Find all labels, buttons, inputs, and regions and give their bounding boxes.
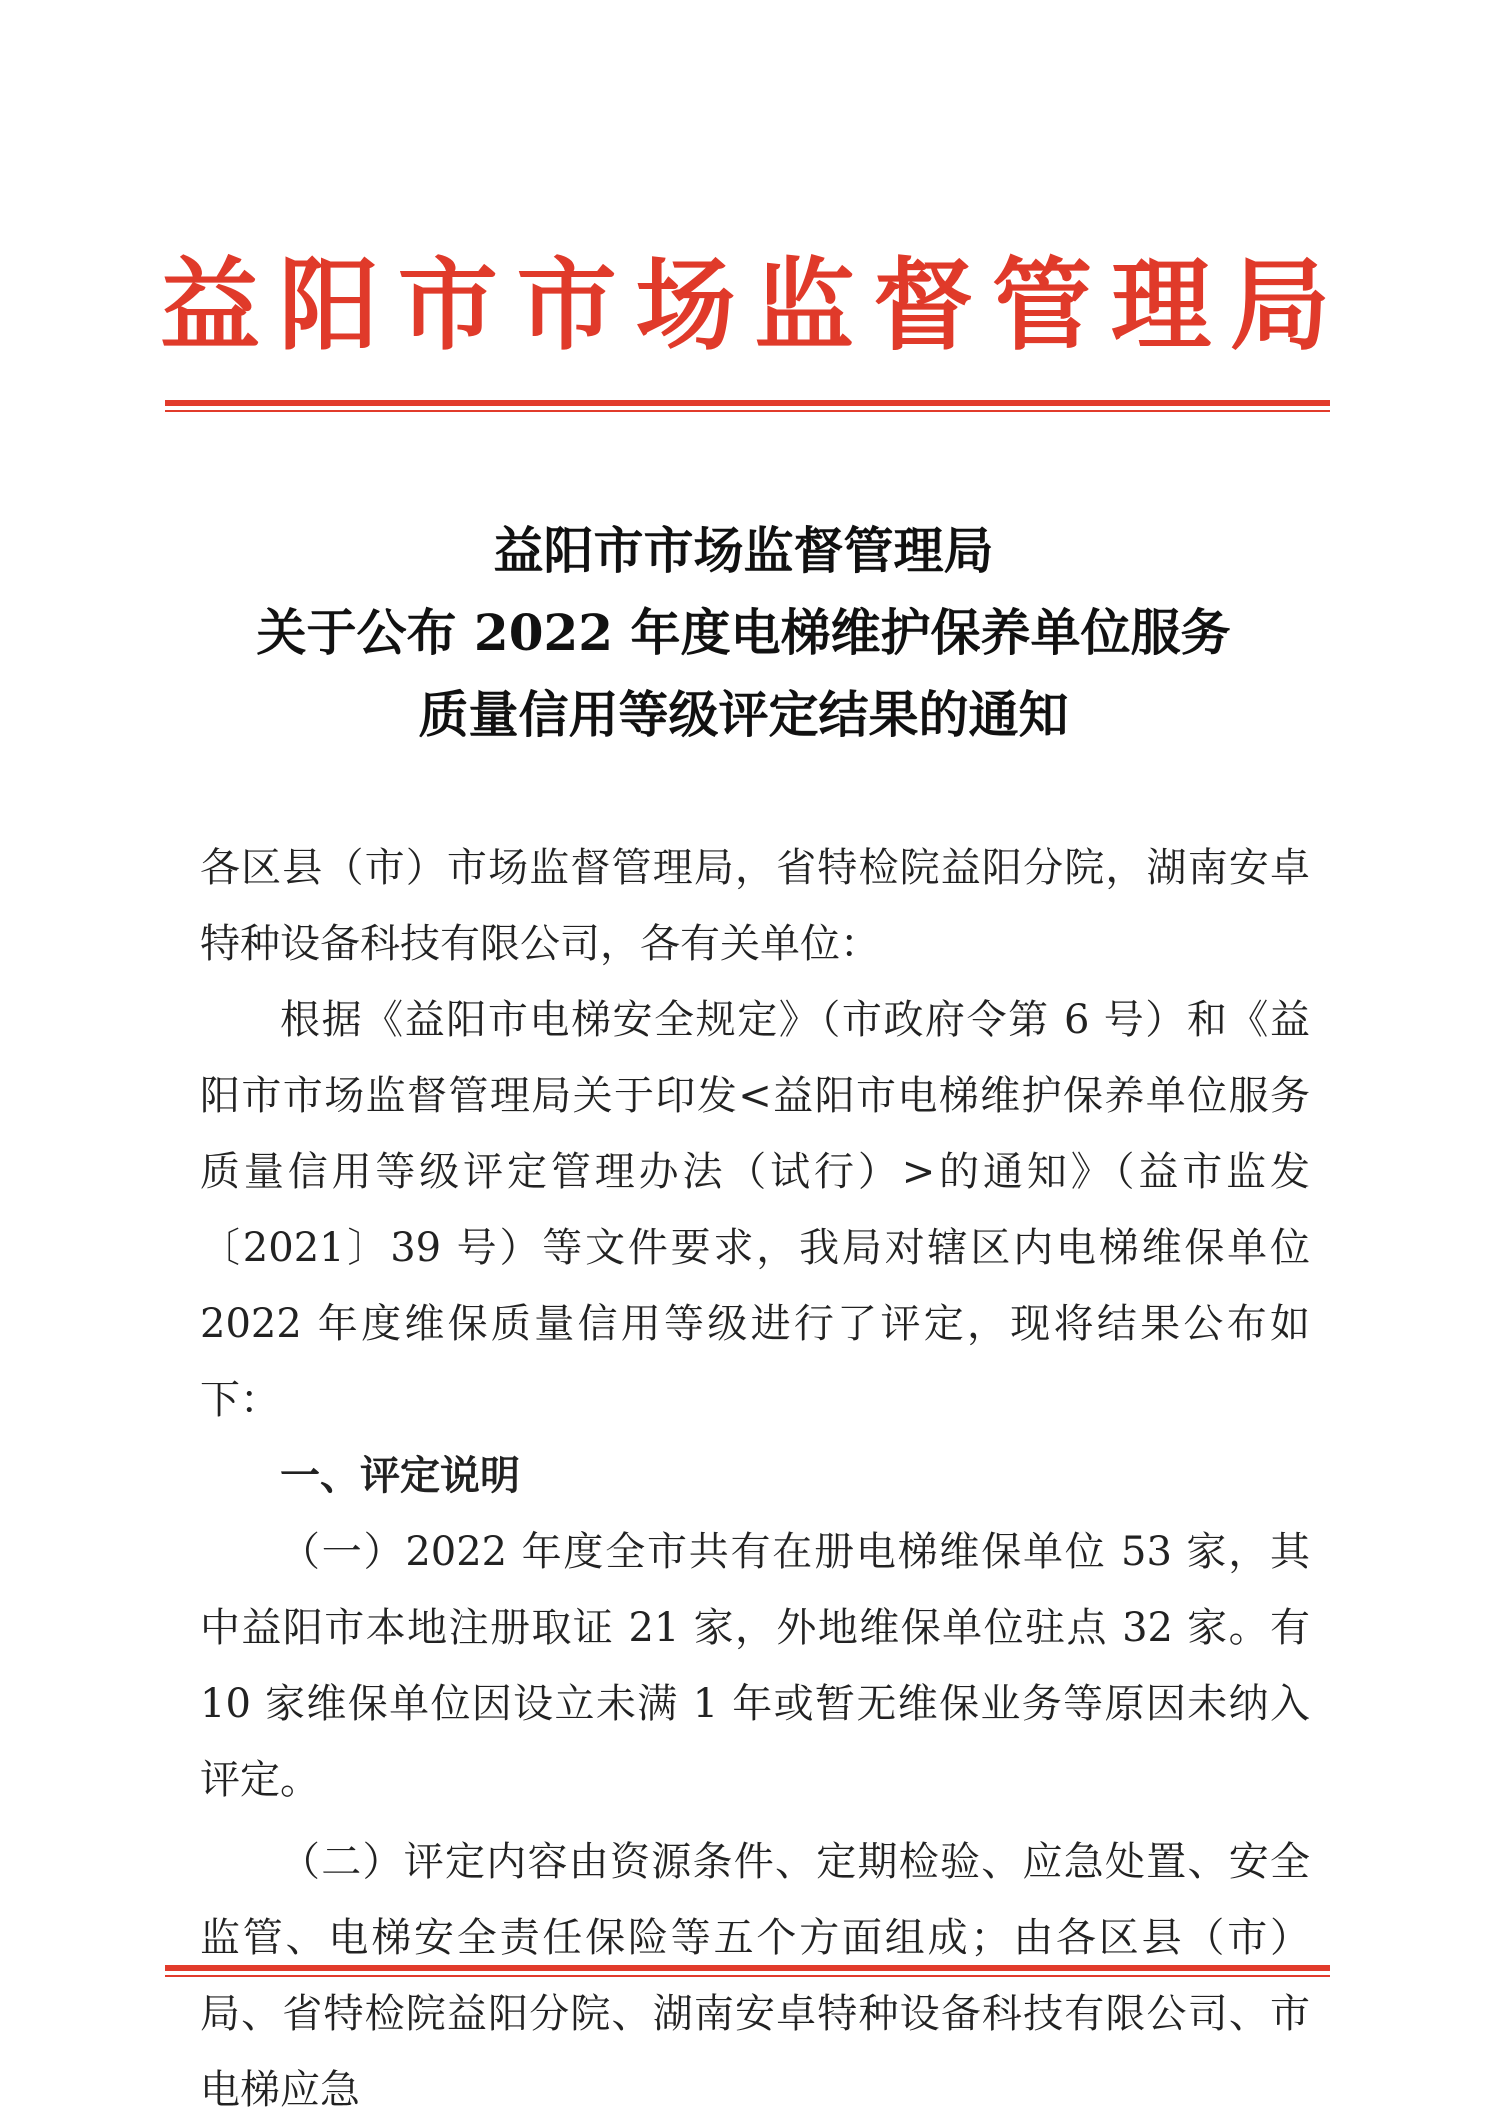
red-separator-bottom xyxy=(165,1965,1330,1977)
red-header-masthead xyxy=(160,246,1330,364)
title-line-1: 益阳市市场监督管理局 xyxy=(493,521,994,580)
title-line-3: 质量信用等级评定结果的通知 xyxy=(418,685,1069,744)
red-separator-top xyxy=(165,400,1330,412)
masthead-char: 阳 xyxy=(278,246,379,364)
masthead-char: 局 xyxy=(1229,246,1330,364)
masthead-char: 市 xyxy=(397,246,498,364)
intro-paragraph: 根据《益阳市电梯安全规定》（市政府令第 6 号）和《益阳市市场监督管理局关于印发<益阳市电梯维护保养单位服务质量信用等级评定管理办法（试行）>的通知》（益市监发〔2021〕39 号）等文件要求，我局对辖区内电梯维保单位 2022 年度维保质量信用等级进行了评定，现将结果公布如下： xyxy=(200,997,1310,1423)
masthead-char: 益 xyxy=(160,246,260,364)
masthead-char: 市 xyxy=(516,246,617,364)
document-body xyxy=(200,830,1310,2128)
document-title xyxy=(0,510,1487,756)
masthead-char: 理 xyxy=(1111,246,1211,364)
section-heading: 一、评定说明 xyxy=(280,1452,520,1499)
masthead-char: 管 xyxy=(992,246,1093,364)
masthead-char: 监 xyxy=(754,246,855,364)
masthead-char: 场 xyxy=(635,246,736,364)
title-line-2: 关于公布 2022 年度电梯维护保养单位服务 xyxy=(256,603,1231,662)
addressee: 各区县（市）市场监督管理局，省特检院益阳分院，湖南安卓特种设备科技有限公司，各有关单位： xyxy=(200,845,1310,967)
item-paragraph-1: （一）2022 年度全市共有在册电梯维保单位 53 家，其中益阳市本地注册取证 21 家，外地维保单位驻点 32 家。有 10 家维保单位因设立未满 1 年或暂无维保业务等原因未纳入评定。 xyxy=(200,1529,1310,1803)
masthead-char: 督 xyxy=(873,246,974,364)
item-paragraph-2: （二）评定内容由资源条件、定期检验、应急处置、安全监管、电梯安全责任保险等五个方面组成；由各区县（市）局、省特检院益阳分院、湖南安卓特种设备科技有限公司、市电梯应急 xyxy=(200,1839,1310,2113)
